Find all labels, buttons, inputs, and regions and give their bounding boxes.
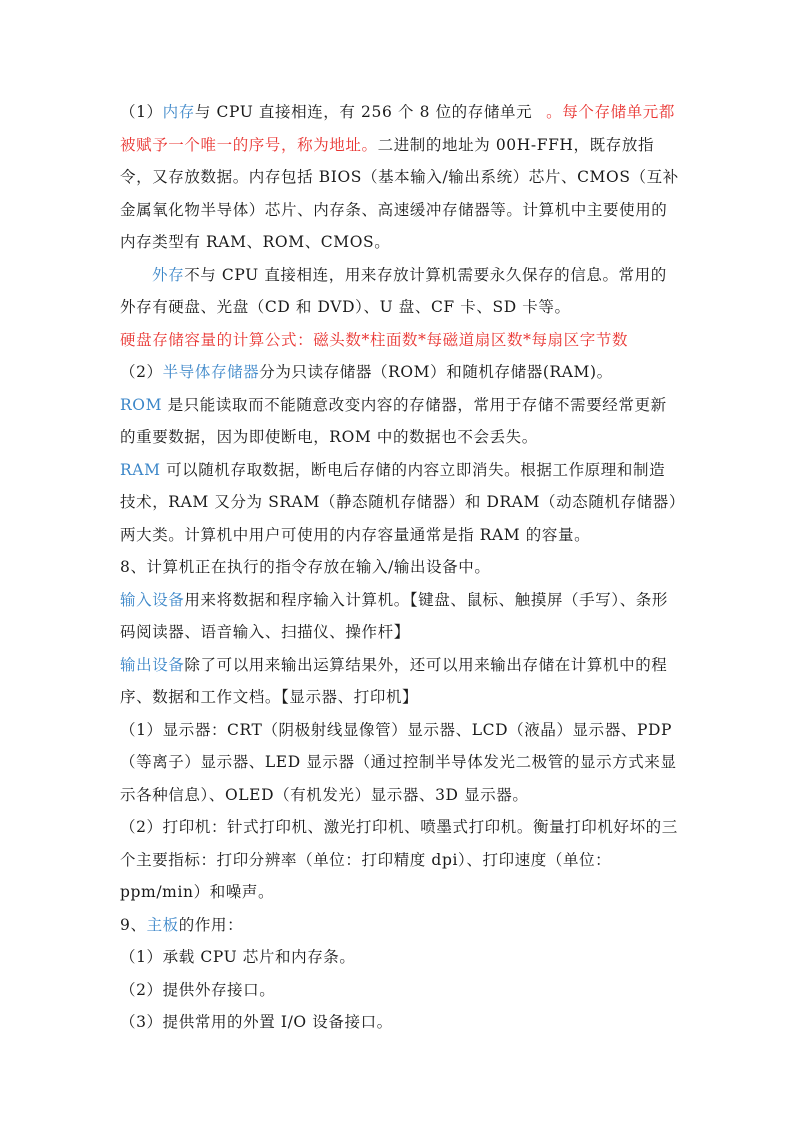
highlight-address-definition: 。每个存储单元都被赋予一个唯一的序号，称为地址。 bbox=[120, 103, 675, 154]
paragraph-rom bbox=[120, 389, 680, 454]
term-motherboard: 主板 bbox=[146, 915, 179, 934]
paragraph-internal-memory bbox=[120, 96, 680, 259]
item-number: 9、 bbox=[120, 915, 147, 934]
text: 的作用： bbox=[178, 915, 244, 934]
text: （1）显示器：CRT（阴极射线显像管）显示器、LCD（液晶）显示器、PDP（等离子）显示器、LED 显示器（通过控制半导体发光二极管的显示方式来显示各种信息）、OLED（有机发光）显示器、3D 显示器。 bbox=[120, 720, 677, 804]
item-number: （1） bbox=[120, 103, 163, 121]
item-number: （2） bbox=[120, 363, 163, 381]
text: （1）承载 CPU 芯片和内存条。 bbox=[120, 948, 356, 966]
text: 用来将数据和程序输入计算机。【键盘、鼠标、触摸屏（手写）、条形码阅读器、语音输入、扫描仪、操作杆】 bbox=[120, 590, 669, 641]
list-item bbox=[120, 1006, 680, 1039]
paragraph-input-devices bbox=[120, 584, 680, 649]
paragraph-disk-capacity-formula bbox=[120, 324, 680, 357]
paragraph-item-9 bbox=[120, 909, 680, 942]
text: 不与 CPU 直接相连，用来存放计算机需要永久保存的信息。常用的外存有硬盘、光盘（CD 和 DVD）、U 盘、CF 卡、SD 卡等。 bbox=[120, 265, 667, 316]
paragraph-displays bbox=[120, 714, 680, 812]
paragraph-output-devices bbox=[120, 649, 680, 714]
paragraph-printers bbox=[120, 811, 680, 909]
term-external-memory: 外存 bbox=[152, 265, 185, 284]
term-input-devices: 输入设备 bbox=[120, 590, 185, 609]
text: 除了可以用来输出运算结果外，还可以用来输出存储在计算机中的程序、数据和工作文档。【显示器、打印机】 bbox=[120, 655, 668, 706]
text: ppm/min）和噪声。 bbox=[120, 883, 275, 901]
text: 二进制的地址为 00H-FFH，既存放指令，又存放数据。内存包括 BIOS（基本输入/输出系统）芯片、CMOS（互补金属氧化物半导体）芯片、内存条、高速缓冲存储器等。计算机中主要使用的内存类型有 RAM、ROM、CMOS。 bbox=[120, 135, 679, 251]
paragraph-semiconductor-memory bbox=[120, 356, 680, 389]
text: （3）提供常用的外置 I/O 设备接口。 bbox=[120, 1013, 393, 1031]
text: 硬盘存储容量的计算公式：磁头数*柱面数*每磁道扇区数*每扇区字节数 bbox=[120, 330, 629, 349]
paragraph-external-memory bbox=[120, 259, 680, 324]
text: 分为只读存储器（ROM）和随机存储器(RAM)。 bbox=[259, 363, 613, 381]
list-item bbox=[120, 974, 680, 1007]
term-internal-memory: 内存 bbox=[162, 103, 195, 121]
text: （2）打印机：针式打印机、激光打印机、喷墨式打印机。衡量打印机好坏的三个主要指标：打印分辨率（单位：打印精度 dpi）、打印速度（单位： bbox=[120, 818, 678, 869]
term-output-devices: 输出设备 bbox=[120, 655, 185, 674]
paragraph-ram bbox=[120, 454, 680, 552]
term-semiconductor-memory: 半导体存储器 bbox=[162, 363, 260, 381]
text: 是只能读取而不能随意改变内容的存储器，常用于存储不需要经常更新的重要数据，因为即使断电，ROM 中的数据也不会丢失。 bbox=[120, 395, 667, 446]
text: 可以随机存取数据，断电后存储的内容立即消失。根据工作原理和制造技术，RAM 又分为 SRAM（静态随机存储器）和 DRAM（动态随机存储器）两大类。计算机中用户可使用的内存容量通常是指 RAM 的容量。 bbox=[120, 460, 678, 544]
term-ram: RAM bbox=[120, 460, 161, 479]
document-body bbox=[120, 96, 680, 1039]
text: 与 CPU 直接相连，有 256 个 8 位的存储单元 bbox=[194, 103, 533, 121]
term-rom: ROM bbox=[120, 395, 163, 414]
text: 8、计算机正在执行的指令存放在输入/输出设备中。 bbox=[120, 558, 491, 576]
list-item bbox=[120, 941, 680, 974]
paragraph-item-8 bbox=[120, 551, 680, 584]
text: （2）提供外存接口。 bbox=[120, 980, 276, 999]
